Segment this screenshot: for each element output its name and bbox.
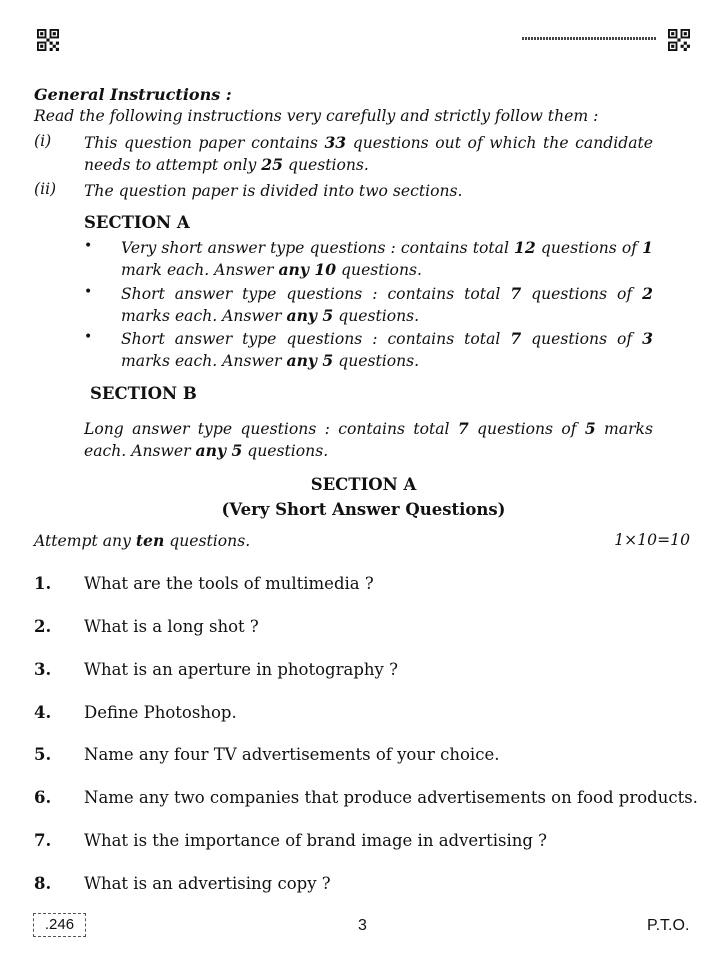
bullet-icon: •	[84, 329, 93, 345]
question-number: 6.	[34, 788, 52, 807]
section-b-description: Long answer type questions : contains total 7 questions of 5 marks each. Answer any 5 questions.	[84, 419, 653, 460]
question-number: 2.	[34, 617, 52, 636]
section-a-heading: SECTION A	[84, 213, 190, 232]
question-number: 8.	[34, 874, 52, 893]
section-a-bullet: Very short answer type questions : contains total 12 questions of 1 mark each. Answer any 10 questions.	[121, 238, 653, 279]
qr-code-icon	[668, 29, 690, 51]
instruction-marker: (i)	[34, 132, 52, 150]
question-text: What is an advertising copy ?	[84, 874, 331, 893]
header-dotted-line	[522, 37, 656, 40]
section-title: SECTION A	[310, 475, 417, 494]
section-b-heading: SECTION B	[90, 384, 197, 403]
instructions-intro: Read the following instructions very carefully and strictly follow them :	[34, 107, 599, 125]
question-text: Name any two companies that produce advertisements on food products.	[84, 788, 698, 807]
instructions-title: General Instructions :	[34, 85, 232, 104]
question-number: 3.	[34, 660, 52, 679]
instruction-marker: (ii)	[34, 180, 57, 198]
attempt-instruction: Attempt any ten questions.	[34, 531, 251, 550]
page-number: 3	[358, 917, 367, 934]
section-a-bullet: Short answer type questions : contains total 7 questions of 3 marks each. Answer any 5 questions.	[121, 329, 653, 370]
pto-label: P.T.O.	[647, 917, 690, 934]
question-text: What are the tools of multimedia ?	[84, 574, 374, 593]
question-text: What is the importance of brand image in advertising ?	[84, 831, 547, 850]
question-text: What is a long shot ?	[84, 617, 259, 636]
paper-code: .246	[33, 913, 86, 937]
question-text: Name any four TV advertisements of your choice.	[84, 745, 500, 764]
bullet-icon: •	[84, 238, 93, 254]
question-number: 5.	[34, 745, 52, 764]
marks-allocation: 1×10=10	[614, 531, 690, 549]
question-text: Define Photoshop.	[84, 703, 237, 722]
bullet-icon: •	[84, 284, 93, 300]
section-subtitle: (Very Short Answer Questions)	[221, 500, 506, 519]
question-number: 1.	[34, 574, 52, 593]
instruction-item: This question paper contains 33 questions out of which the candidate needs to attempt only 25 questions.	[84, 133, 653, 174]
question-number: 4.	[34, 703, 52, 722]
question-text: What is an aperture in photography ?	[84, 660, 398, 679]
section-a-bullet: Short answer type questions : contains total 7 questions of 2 marks each. Answer any 5 questions.	[121, 284, 653, 325]
instruction-item: The question paper is divided into two sections.	[84, 182, 463, 200]
qr-code-icon	[37, 29, 59, 51]
question-number: 7.	[34, 831, 52, 850]
